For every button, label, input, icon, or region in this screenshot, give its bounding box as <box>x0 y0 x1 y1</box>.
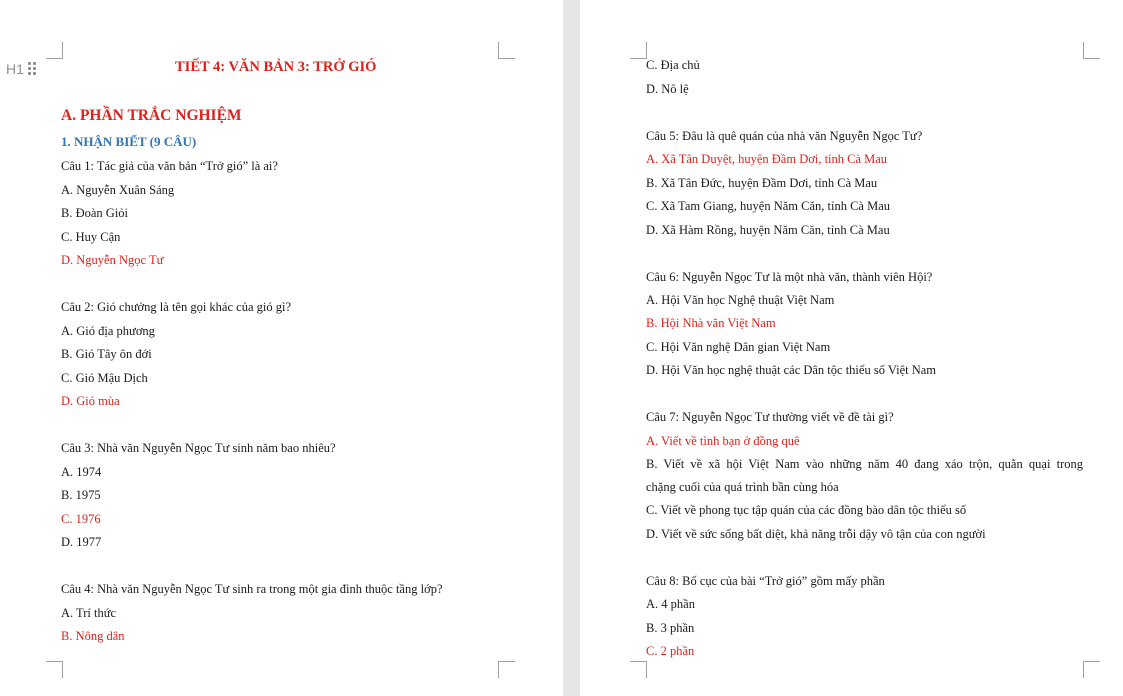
question-4: Câu 4: Nhà văn Nguyễn Ngọc Tư sinh ra trong một gia đình thuộc tầng lớp? <box>61 582 443 596</box>
question-1: Câu 1: Tác giả của văn bản “Trở gió” là ai? <box>61 159 278 173</box>
q7-option-b: B. Viết về xã hội Việt Nam vào những năm 40 đang xáo trộn, quằn quại trong <box>646 457 1083 471</box>
page-gutter <box>563 0 580 696</box>
crop-mark <box>498 42 515 59</box>
q2-option-d-answer: D. Gió mùa <box>61 394 120 408</box>
q6-option-b-answer: B. Hội Nhà văn Việt Nam <box>646 316 776 330</box>
q3-option-d: D. 1977 <box>61 535 102 549</box>
q6-option-a: A. Hội Văn học Nghệ thuật Việt Nam <box>646 293 835 307</box>
question-5: Câu 5: Đâu là quê quán của nhà văn Nguyễn Ngọc Tư? <box>646 129 923 143</box>
crop-mark <box>498 661 515 678</box>
q8-option-b: B. 3 phần <box>646 621 695 635</box>
q5-option-b: B. Xã Tân Đức, huyện Đầm Dơi, tỉnh Cà Mau <box>646 176 878 190</box>
question-8: Câu 8: Bố cục của bài “Trở gió” gồm mấy phần <box>646 574 885 588</box>
q5-option-d: D. Xã Hàm Rồng, huyện Năm Căn, tỉnh Cà Mau <box>646 223 890 237</box>
q7-option-a-answer: A. Viết về tình bạn ở đồng quê <box>646 434 800 448</box>
q3-option-c-answer: C. 1976 <box>61 512 101 526</box>
crop-mark <box>630 42 647 59</box>
subsection-heading: 1. NHẬN BIẾT (9 CÂU) <box>61 134 197 149</box>
q1-option-c: C. Huy Cận <box>61 230 121 244</box>
section-heading: A. PHẦN TRẮC NGHIỆM <box>61 107 242 124</box>
q2-option-c: C. Gió Mậu Dịch <box>61 371 148 385</box>
crop-mark <box>630 661 647 678</box>
question-6: Câu 6: Nguyễn Ngọc Tư là một nhà văn, thành viên Hội? <box>646 270 933 284</box>
q4-option-a: A. Trí thức <box>61 606 117 620</box>
q8-option-a: A. 4 phần <box>646 597 695 611</box>
document-page-right <box>580 0 1123 696</box>
q1-option-a: A. Nguyễn Xuân Sáng <box>61 183 175 197</box>
q6-option-d: D. Hội Văn học nghệ thuật các Dân tộc thiểu số Việt Nam <box>646 363 937 377</box>
q7-option-b-continued: chặng cuối của quá trình bần cùng hóa <box>646 480 839 494</box>
question-2: Câu 2: Gió chướng là tên gọi khác của gió gì? <box>61 300 291 314</box>
crop-mark <box>1083 42 1100 59</box>
q3-option-b: B. 1975 <box>61 488 101 502</box>
crop-mark <box>46 661 63 678</box>
q7-option-c: C. Viết về phong tục tập quán của các đồng bào dân tộc thiểu số <box>646 503 967 517</box>
q6-option-c: C. Hội Văn nghệ Dân gian Việt Nam <box>646 340 831 354</box>
document-title: TIẾT 4: VĂN BẢN 3: TRỞ GIÓ <box>175 59 377 75</box>
q1-option-d-answer: D. Nguyễn Ngọc Tư <box>61 253 164 267</box>
q4-option-b-answer: B. Nông dân <box>61 629 125 643</box>
crop-mark <box>1083 661 1100 678</box>
q5-option-a-answer: A. Xã Tân Duyệt, huyện Đầm Dơi, tỉnh Cà Mau <box>646 152 888 166</box>
q4-option-c: C. Địa chủ <box>646 58 700 72</box>
q8-option-c-answer: C. 2 phần <box>646 644 695 658</box>
crop-mark <box>46 42 63 59</box>
drag-handle-icon[interactable] <box>28 62 38 76</box>
q2-option-a: A. Gió địa phương <box>61 324 155 338</box>
q4-option-d: D. Nô lệ <box>646 82 689 96</box>
question-3: Câu 3: Nhà văn Nguyễn Ngọc Tư sinh năm bao nhiêu? <box>61 441 336 455</box>
question-7: Câu 7: Nguyễn Ngọc Tư thường viết về đề tài gì? <box>646 410 894 424</box>
q5-option-c: C. Xã Tam Giang, huyện Năm Căn, tỉnh Cà Mau <box>646 199 890 213</box>
q2-option-b: B. Gió Tây ôn đới <box>61 347 152 361</box>
q7-option-d: D. Viết về sức sống bất diệt, khả năng trỗi dậy vô tận của con người <box>646 527 986 541</box>
heading-style-indicator: H1 <box>6 61 24 77</box>
q1-option-b: B. Đoàn Giỏi <box>61 206 129 220</box>
q3-option-a: A. 1974 <box>61 465 102 479</box>
